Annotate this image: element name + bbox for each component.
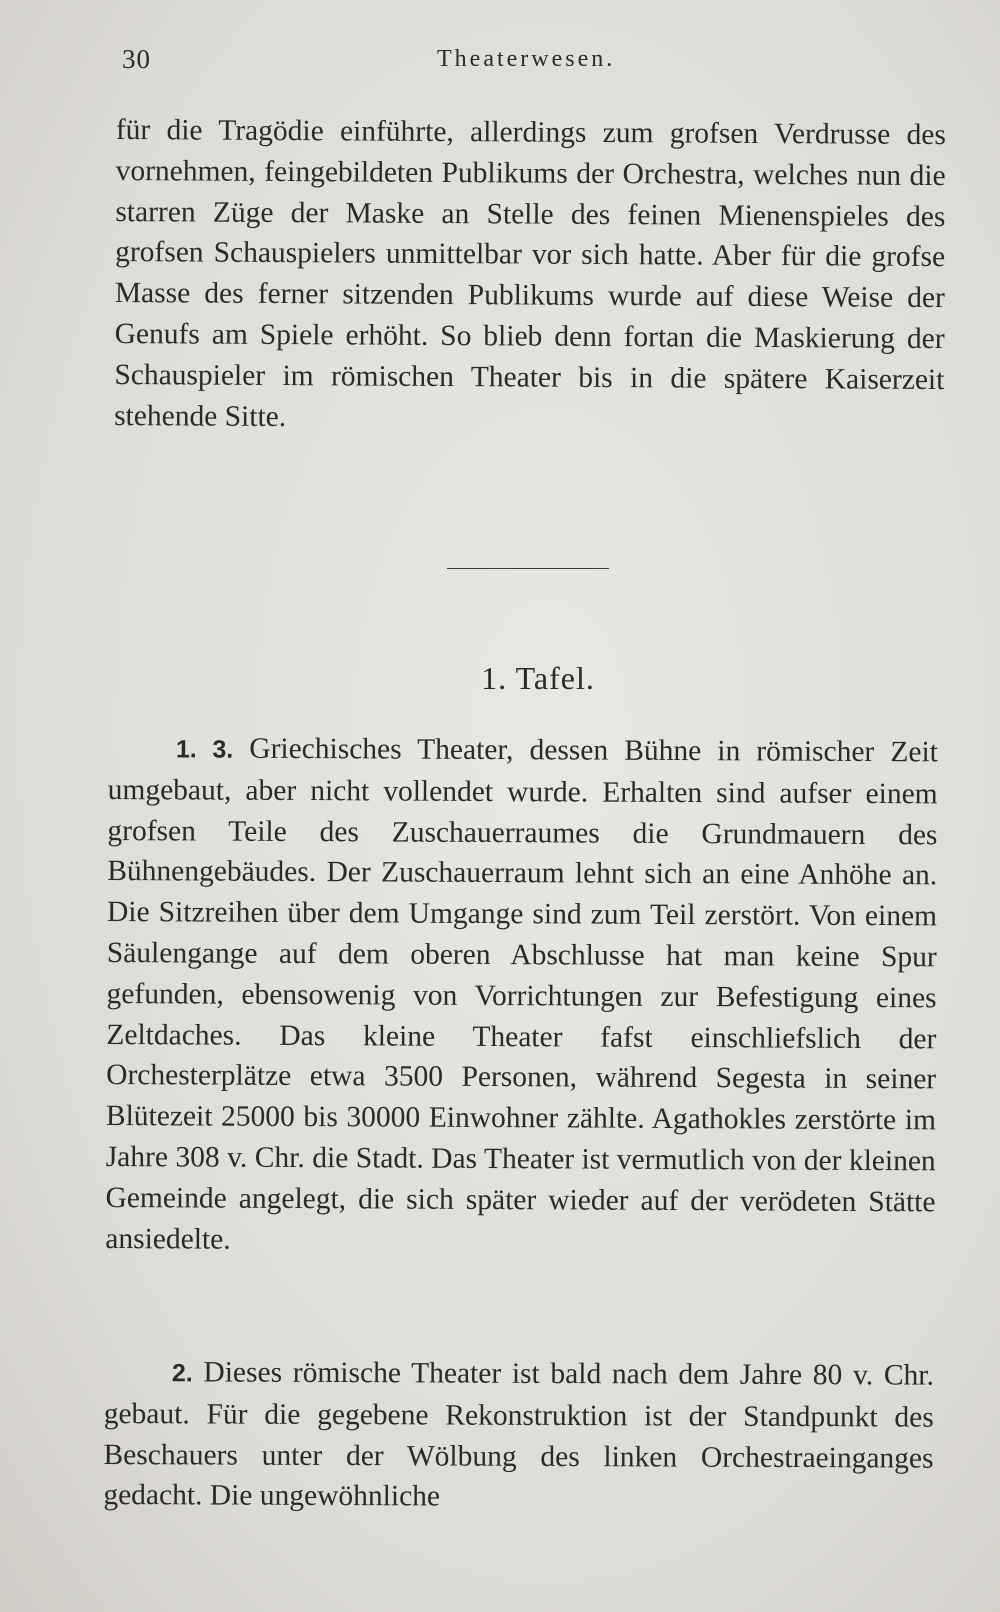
entry-text: Dieses römische Theater ist bald nach dem Jahre 80 v. Chr. gebaut. Für die gegebene Rekonstruktion ist der Standpunkt des Beschauers unter der Wölbung des linken Orchestraeinganges gedacht. Die ungewöhnliche: [103, 1356, 934, 1513]
running-head: Theaterwesen.: [437, 46, 616, 72]
entry-paragraph: [105, 728, 938, 1264]
section-divider: [447, 568, 609, 569]
entry-number: 2.: [171, 1359, 193, 1388]
entry-number: 1. 3.: [175, 735, 234, 764]
page-number: 30: [122, 44, 151, 74]
entry-text: Griechisches Theater, dessen Bühne in römischer Zeit umgebaut, aber nicht vollendet wurde. Erhalten sind aufser einem grofsen Teile des Zuschauerraumes die Grundmauern des Bühnengebäudes. Der Zuschauerraum lehnt sich an eine Anhöhe an. Die Sitzreihen über dem Umgange sind zum Teil zerstört. Von einem Säulengange auf dem oberen Abschlusse hat man keine Spur gefunden, ebensowenig von Vorrichtungen zur Befestigung eines Zeltdaches. Das kleine Theater fafst einschliefslich der Orchesterplätze etwa 3500 Personen, während Segesta in seiner Blütezeit 25000 bis 30000 Einwohner zählte. Agathokles zerstörte im Jahre 308 v. Chr. die Stadt. Das Theater ist vermutlich von der kleinen Gemeinde angelegt, die sich später wieder auf der verödeten Stätte ansiedelte.: [105, 732, 938, 1256]
text-block-entry-1: [105, 728, 938, 1264]
text-block-intro: [114, 110, 946, 441]
paragraph-continuation: für die Tragödie einführte, allerdings zum grofsen Verdrusse des vornehmen, feingebildeten Publikums der Orchestra, welches nun die starren Züge der Maske an Stelle des feinen Mienenspieles des grofsen Schauspielers unmittelbar vor sich hatte. Aber für die grofse Masse des ferner sitzenden Publikums wurde auf diese Weise der Genufs am Spiele erhöht. So blieb denn fortan die Maskierung der Schauspieler im römischen Theater bis in die spätere Kaiserzeit stehende Sitte.: [114, 113, 946, 433]
plate-heading: 1. Tafel.: [481, 660, 595, 696]
text-block-entry-2: [103, 1352, 934, 1520]
entry-paragraph: [103, 1352, 934, 1520]
page-header: [0, 44, 1000, 80]
